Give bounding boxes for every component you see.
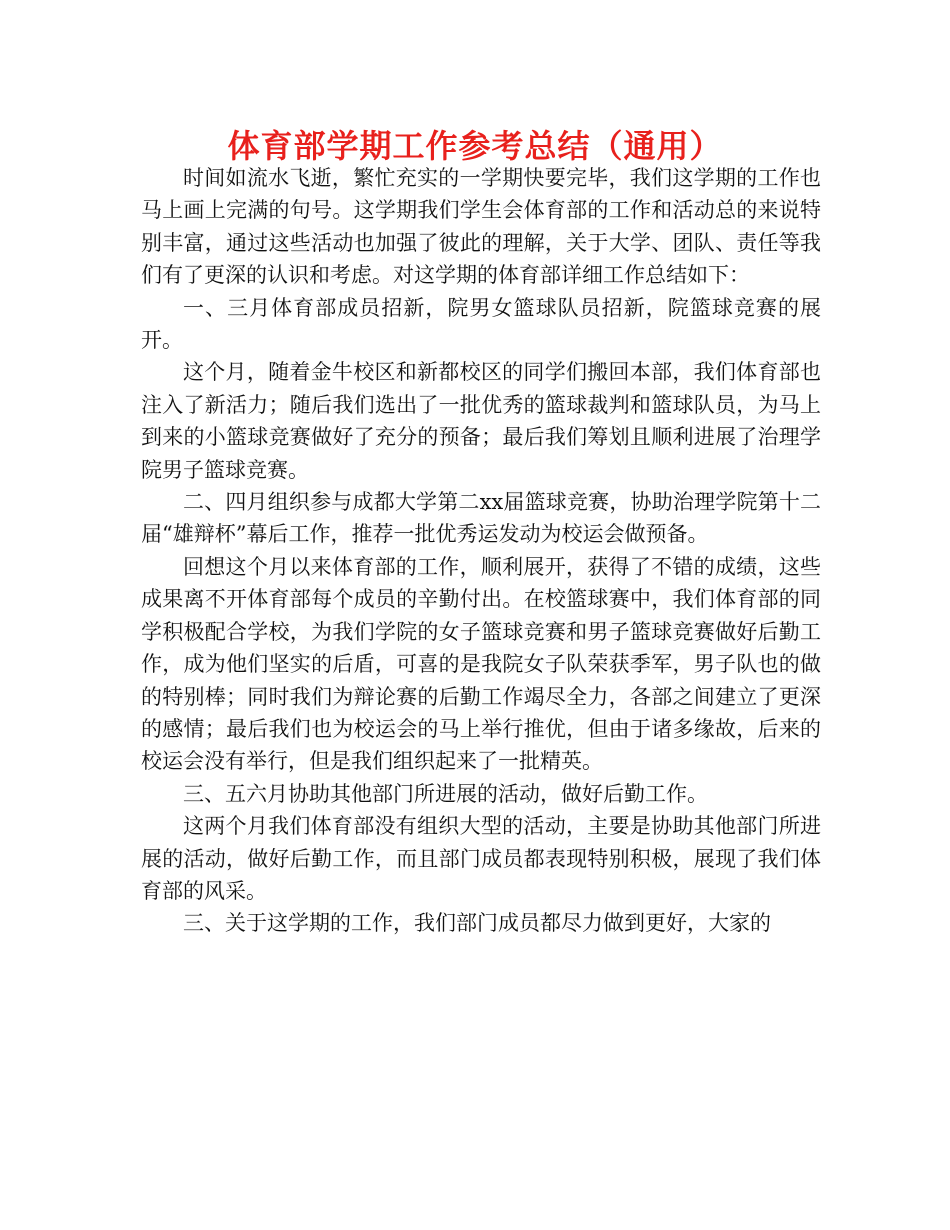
- section-heading: 三、关于这学期的工作，我们部门成员都尽力做到更好，大家的: [183, 911, 771, 936]
- paragraph: 回想这个月以来体育部的工作，顺利展开，获得了不错的成绩，这些成果离不开体育部每个成员的辛勤付出。在校篮球赛中，我们体育部的同学积极配合学校，为我们学院的女子篮球竞赛和男子篮球竞赛做好后勤工作，成为他们坚实的后盾，可喜的是我院女子队荣获季军，男子队也的做的特别棒；同时我们为辩论赛的后勤工作竭尽全力，各部之间建立了更深的感情；最后我们也为校运会的马上举行推优，但由于诸多缘故，后来的校运会没有举行，但是我们组织起来了一批精英。: [141, 554, 821, 774]
- section-heading: 三、五六月协助其他部门所进展的活动，做好后勤工作。: [183, 781, 708, 806]
- section-heading: 一、三月体育部成员招新，院男女篮球队员招新，院篮球竞赛的展开。: [141, 295, 821, 353]
- section-heading: 二、四月组织参与成都大学第二xx届篮球竞赛，协助治理学院第十二届“雄辩杯”幕后工作，推荐一批优秀运发动为校运会做预备。: [141, 490, 821, 547]
- document-title: 体育部学期工作参考总结（通用）: [227, 127, 723, 165]
- paragraph: 时间如流水飞逝，繁忙充实的一学期快要完毕，我们这学期的工作也马上画上完满的句号。这学期我们学生会体育部的工作和活动总的来说特别丰富，通过这些活动也加强了彼此的理解，关于大学、团队、责任等我们有了更深的认识和考虑。对这学期的体育部详细工作总结如下：: [141, 166, 821, 288]
- paragraph: 这个月，随着金牛校区和新都校区的同学们搬回本部，我们体育部也注入了新活力；随后我们选出了一批优秀的篮球裁判和篮球队员，为马上到来的小篮球竞赛做好了充分的预备；最后我们筹划且顺利进展了治理学院男子篮球竞赛。: [141, 360, 821, 482]
- document-body: [141, 162, 821, 940]
- paragraph: 这两个月我们体育部没有组织大型的活动，主要是协助其他部门所进展的活动，做好后勤工作，而且部门成员都表现特别积极，展现了我们体育部的风采。: [141, 814, 821, 903]
